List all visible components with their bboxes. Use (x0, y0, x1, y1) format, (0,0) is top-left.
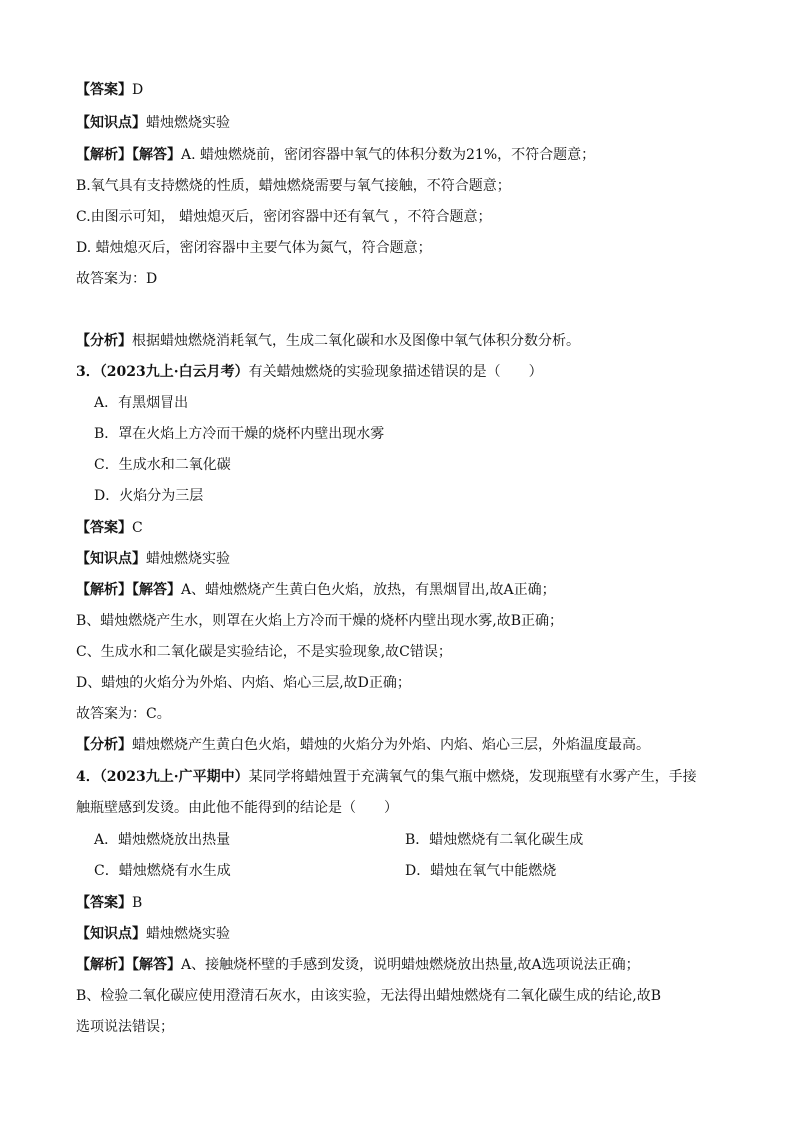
fenxi-line (76, 331, 580, 351)
analysis-text: C、生成水和二氧化碳是实验结论，不是实验现象,故C错误； (76, 644, 452, 660)
analysis-text: D、蜡烛的火焰分为外焰、内焰、焰心三层,故D正确； (76, 675, 411, 691)
answer-tag: 【答案】 (76, 895, 132, 911)
knowledge-line (76, 113, 230, 133)
knowledge-value: 蜡烛燃烧实验 (146, 115, 230, 131)
analysis-text: B、蜡烛燃烧产生水，则罩在火焰上方冷而干燥的烧杯内壁出现水雾,故B正确； (76, 613, 564, 629)
option-d: D．火焰分为三层 (94, 488, 204, 504)
knowledge-line (76, 924, 230, 944)
question-number: 3． (76, 364, 100, 380)
analysis-text: D. 蜡烛熄灭后，密闭容器中主要气体为氮气，符合题意； (76, 240, 432, 256)
analysis-line (76, 145, 595, 165)
analysis-tag: 【解析】 (76, 957, 132, 973)
answer-value: B (132, 895, 143, 911)
knowledge-line (76, 549, 230, 569)
solve-tag: 【解答】 (132, 147, 181, 163)
answer-line (76, 518, 143, 538)
option-a: A．有黑烟冒出 (94, 395, 189, 411)
question-4-stem (76, 767, 697, 787)
final-answer: 故答案为：C。 (76, 706, 171, 722)
option-b: B．罩在火焰上方冷而干燥的烧杯内壁出现水雾 (94, 426, 385, 442)
question-source: （2023九上·广平期中） (99, 769, 249, 785)
question-source: （2023九上·白云月考） (99, 364, 249, 380)
question-text: 某同学将蜡烛置于充满氧气的集气瓶中燃烧，发现瓶壁有水雾产生，手接 (248, 769, 697, 785)
fenxi-tag: 【分析】 (76, 737, 132, 753)
question-number: 4． (76, 769, 100, 785)
option-a: A．蜡烛燃烧放出热量 (94, 832, 231, 848)
knowledge-tag: 【知识点】 (76, 115, 146, 131)
answer-tag: 【答案】 (76, 82, 132, 98)
option-c: C．蜡烛燃烧有水生成 (94, 863, 231, 879)
analysis-line (76, 955, 640, 975)
analysis-tag: 【解析】 (76, 147, 132, 163)
question-text: 有关蜡烛燃烧的实验现象描述错误的是（ ） (248, 364, 543, 380)
answer-value: C (132, 520, 143, 536)
option-b: B．蜡烛燃烧有二氧化碳生成 (405, 832, 584, 848)
answer-tag: 【答案】 (76, 520, 132, 536)
answer-value: D (132, 82, 144, 98)
solve-tag: 【解答】 (132, 957, 181, 973)
analysis-text: A、接触烧杯壁的手感到发烫，说明蜡烛燃烧放出热量,故A选项说法正确； (181, 957, 640, 973)
answer-line (76, 80, 143, 100)
analysis-text: 选项说法错误； (76, 1019, 174, 1035)
fenxi-line (76, 735, 650, 755)
analysis-text: A、蜡烛燃烧产生黄白色火焰，放热，有黑烟冒出,故A正确； (181, 582, 556, 598)
analysis-text: B、检验二氧化碳应使用澄清石灰水，由该实验，无法得出蜡烛燃烧有二氧化碳生成的结论,故B (76, 988, 662, 1004)
solve-tag: 【解答】 (132, 582, 181, 598)
fenxi-text: 蜡烛燃烧产生黄白色火焰，蜡烛的火焰分为外焰、内焰、焰心三层，外焰温度最高。 (132, 737, 650, 753)
question-3-stem (76, 362, 543, 382)
final-answer: 故答案为：D (76, 271, 158, 287)
option-d: D．蜡烛在氧气中能燃烧 (405, 863, 557, 879)
analysis-text: B.氧气具有支持燃烧的性质，蜡烛燃烧需要与氧气接触，不符合题意； (76, 178, 511, 194)
knowledge-tag: 【知识点】 (76, 926, 146, 942)
option-c: C．生成水和二氧化碳 (94, 457, 231, 473)
question-text-cont: 触瓶壁感到发烫。由此他不能得到的结论是（ ） (76, 800, 398, 816)
fenxi-tag: 【分析】 (76, 333, 132, 349)
knowledge-value: 蜡烛燃烧实验 (146, 926, 230, 942)
analysis-tag: 【解析】 (76, 582, 132, 598)
knowledge-tag: 【知识点】 (76, 551, 146, 567)
analysis-text: A. 蜡烛燃烧前，密闭容器中氧气的体积分数为21%，不符合题意； (181, 147, 596, 163)
answer-line (76, 893, 142, 913)
fenxi-text: 根据蜡烛燃烧消耗氧气，生成二氧化碳和水及图像中氧气体积分数分析。 (132, 333, 580, 349)
analysis-line (76, 580, 556, 600)
analysis-text: C.由图示可知， 蜡烛熄灭后，密闭容器中还有氧气 ，不符合题意； (76, 209, 492, 225)
knowledge-value: 蜡烛燃烧实验 (146, 551, 230, 567)
